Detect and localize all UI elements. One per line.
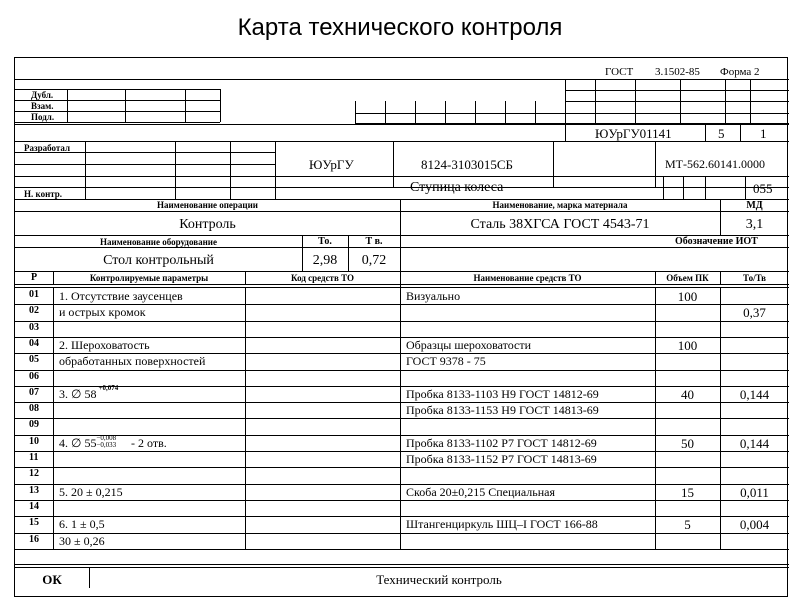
equipment-name: Стол контрольный: [103, 253, 214, 268]
drawing-number: 8124-3103015СБ: [421, 157, 513, 172]
row-tot: 0,37: [743, 305, 766, 321]
table-row: [15, 337, 789, 353]
col-code: Код средств ТО: [291, 273, 354, 283]
row-tot: 0,004: [739, 517, 770, 533]
row-number: 02: [29, 305, 39, 317]
row-volume: 50: [681, 435, 694, 451]
part-code: 055: [753, 181, 773, 196]
table-row: [15, 418, 789, 434]
table-row: [15, 304, 789, 320]
row-means: ГОСТ 9378 - 75: [406, 354, 486, 369]
tv-value: 0,72: [361, 253, 387, 268]
col-tot: То/Тв: [742, 273, 766, 283]
technical-control-card: [14, 57, 788, 597]
material-name: Сталь 38ХГСА ГОСТ 4543-71: [470, 217, 650, 232]
table-row: [15, 533, 789, 549]
row-volume: 5: [684, 517, 691, 533]
md-value: 3,1: [745, 217, 764, 232]
row-number: 11: [29, 452, 39, 463]
col-volume: Объем ПК: [666, 273, 709, 283]
row-param: 5. 20 ± 0,215: [59, 484, 123, 499]
row-means: Пробка 8133-1152 Р7 ГОСТ 14813-69: [406, 452, 597, 466]
row-param: 3. ∅ 58 +0,074: [59, 383, 119, 401]
row-number: 08: [29, 403, 39, 415]
gost-label: ГОСТ: [605, 66, 634, 78]
route-number: МТ-562.60141.0000: [665, 157, 765, 171]
sheet-number: 5: [718, 126, 725, 141]
row-volume: 100: [677, 289, 698, 304]
row-number: 16: [29, 533, 39, 545]
doc-code: ЮУрГУ01141: [595, 126, 672, 141]
col-params: Контролируемые параметры: [89, 273, 209, 283]
row-number: 03: [29, 321, 39, 333]
row-param: и острых кромок: [59, 305, 146, 320]
to-value: 2,98: [312, 253, 338, 268]
row-param: 1. Отсутствие заусенцев: [59, 289, 183, 303]
row-means: Скоба 20±0,215 Специальная: [406, 484, 555, 499]
row-param: 2. Шероховатость: [59, 337, 150, 352]
table-row: [15, 435, 789, 451]
table-row: [15, 321, 789, 337]
table-row: [15, 516, 789, 532]
row-param: обработанных поверхностей: [59, 354, 206, 369]
tolerance-upper: −0,008: [96, 433, 117, 442]
table-row: [15, 500, 789, 516]
row-number: 07: [29, 386, 39, 398]
row-means: Пробка 8133-1103 Н9 ГОСТ 14812-69: [406, 386, 599, 401]
row-param: 4. ∅ 55 −0,008 −0,033: [59, 433, 117, 450]
row-volume: 40: [681, 386, 694, 402]
row-param-tail: - 2 отв.: [131, 435, 167, 450]
table-row: [15, 383, 789, 402]
row-number: 05: [29, 354, 39, 366]
tolerance-upper: +0,074: [98, 383, 119, 392]
dubl-label: Дубл.: [31, 90, 54, 100]
table-row: [15, 288, 789, 304]
table-row: [15, 467, 789, 483]
row-means: Пробка 8133-1153 Н9 ГОСТ 14813-69: [406, 403, 599, 418]
row-number: 09: [29, 419, 39, 431]
equipment-label: Наименование оборудование: [99, 237, 217, 247]
row-means: Пробка 8133-1102 Р7 ГОСТ 14812-69: [406, 435, 597, 450]
row-number: 01: [29, 289, 39, 300]
operation-label: Наименование операции: [157, 200, 258, 210]
row-means: Образцы шероховатости: [406, 337, 532, 352]
col-means: Наименование средств ТО: [473, 273, 582, 283]
tolerance-stack: [96, 435, 116, 449]
row-param: 30 ± 0,26: [59, 533, 105, 548]
gost-number: 3.1502-85: [655, 66, 700, 78]
footer-ok: ОК: [42, 572, 62, 587]
row-tot: 0,011: [740, 484, 769, 500]
material-label: Наименование, марка материала: [492, 200, 628, 210]
row-number: 06: [29, 370, 39, 382]
sheets-count: 1: [760, 126, 767, 141]
row-means: Визуально: [406, 289, 461, 303]
md-label: МД: [746, 200, 763, 211]
row-means: Штангенциркуль ШЦ–I ГОСТ 166-88: [406, 517, 598, 532]
part-name: Ступица колеса: [410, 180, 504, 195]
row-volume: 100: [677, 337, 698, 353]
podl-label: Подл.: [31, 112, 55, 122]
row-number: 15: [29, 517, 39, 529]
table-row: [15, 370, 789, 386]
row-tot: 0,144: [739, 435, 770, 451]
razrabotal-label: Разработал: [24, 143, 71, 153]
forma-label: Форма 2: [720, 66, 760, 78]
tv-label: Т в.: [365, 236, 383, 247]
page-title: Карта технического контроля: [237, 14, 563, 41]
col-r: Р: [30, 272, 38, 283]
table-row: [15, 353, 789, 369]
operation-name: Контроль: [179, 217, 236, 232]
table-row: [15, 402, 789, 418]
row-number: 10: [29, 435, 39, 447]
table-row: [15, 451, 789, 467]
row-volume: 15: [681, 484, 694, 500]
org-name: ЮУрГУ: [309, 157, 354, 172]
iot-label: Обозначение ИОТ: [675, 236, 758, 247]
row-tot: 0,144: [739, 386, 770, 402]
vzam-label: Взам.: [31, 101, 54, 111]
row-number: 04: [29, 337, 39, 349]
row-param: 6. 1 ± 0,5: [59, 517, 105, 532]
table-row: [15, 484, 789, 500]
n-kontr-label: Н. контр.: [24, 189, 63, 199]
footer-label: Технический контроль: [376, 572, 502, 587]
row-number: 13: [29, 484, 39, 496]
to-label: То.: [318, 236, 332, 247]
row-number: 14: [29, 500, 39, 512]
row-number: 12: [29, 468, 39, 480]
tolerance-lower: −0,033: [96, 440, 117, 449]
